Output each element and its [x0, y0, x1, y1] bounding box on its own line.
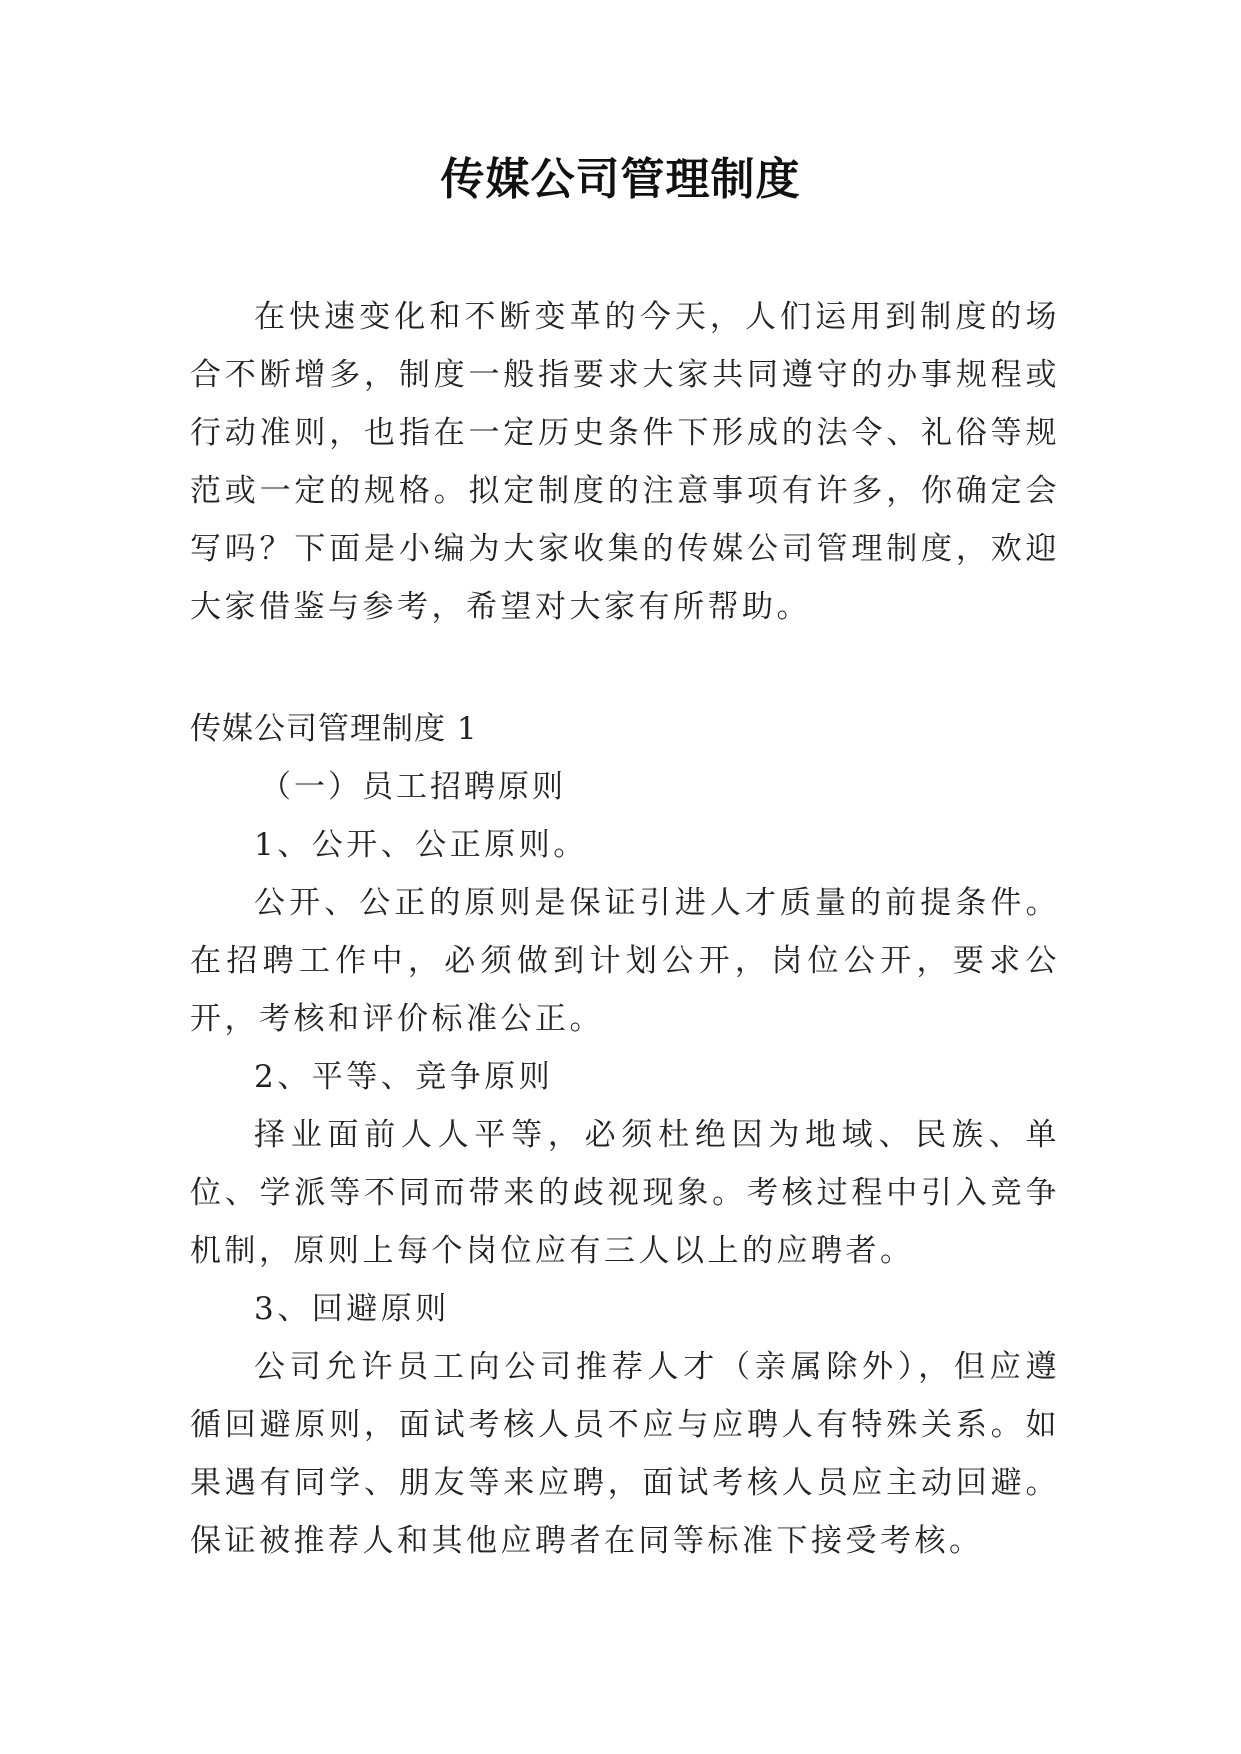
item-paragraph-1: 公开、公正的原则是保证引进人才质量的前提条件。在招聘工作中，必须做到计划公开，岗位公开，要求公开，考核和评价标准公正。 [190, 885, 1060, 1037]
section-title: 传媒公司管理制度 1 [190, 711, 478, 747]
item-heading-2: 2、平等、竞争原则 [254, 1059, 554, 1095]
item-paragraph-2: 择业面前人人平等，必须杜绝因为地域、民族、单位、学派等不同而带来的歧视现象。考核过程中引入竞争机制，原则上每个岗位应有三人以上的应聘者。 [190, 1117, 1060, 1269]
document-title: 传媒公司管理制度 [440, 154, 801, 205]
item-heading-1: 1、公开、公正原则。 [254, 827, 588, 863]
item-heading-3: 3、回避原则 [254, 1291, 450, 1327]
item-paragraph-3: 公司允许员工向公司推荐人才（亲属除外），但应遵循回避原则，面试考核人员不应与应聘人有特殊关系。如果遇有同学、朋友等来应聘，面试考核人员应主动回避。保证被推荐人和其他应聘者在同等标准下接受考核。 [190, 1349, 1060, 1559]
subsection-title: （一）员工招聘原则 [260, 769, 566, 805]
intro-paragraph: 在快速变化和不断变革的今天，人们运用到制度的场合不断增多，制度一般指要求大家共同遵守的办事规程或行动准则，也指在一定历史条件下形成的法令、礼俗等规范或一定的规格。拟定制度的注意事项有许多，你确定会写吗？下面是小编为大家收集的传媒公司管理制度，欢迎大家借鉴与参考，希望对大家有所帮助。 [190, 299, 1060, 625]
